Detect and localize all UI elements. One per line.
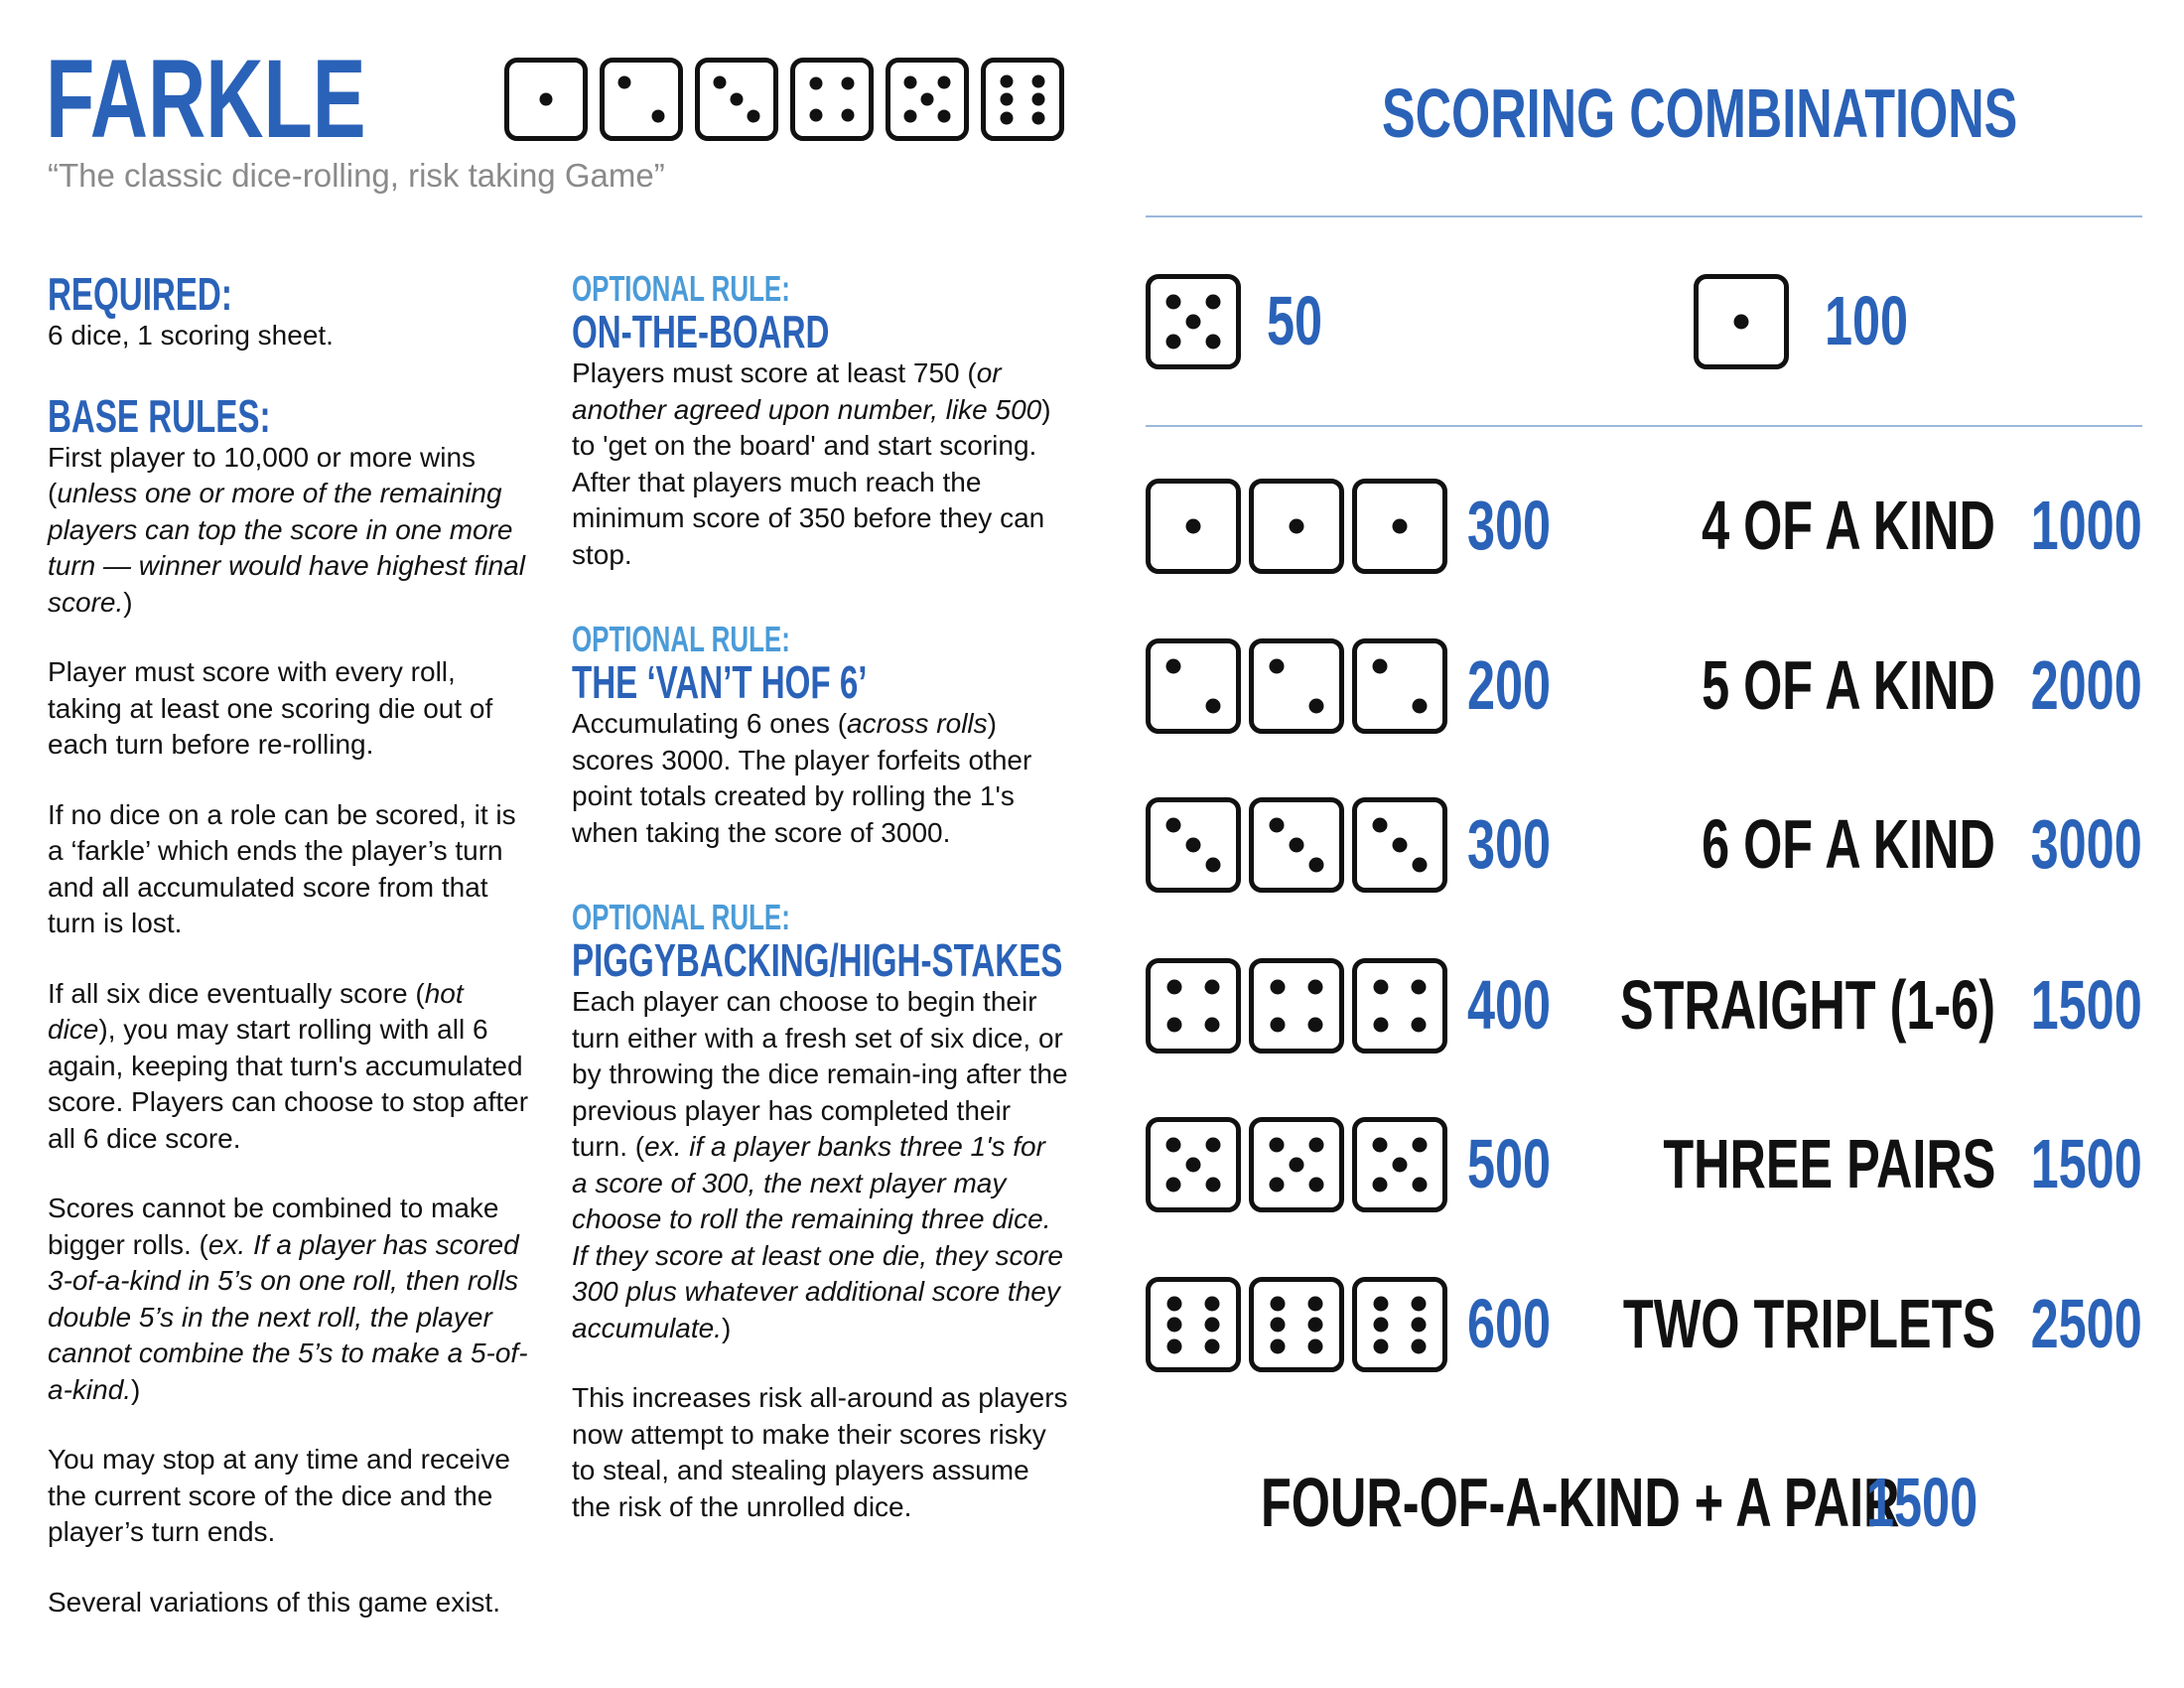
pip	[1393, 519, 1408, 534]
bottom-combo-points: 1500	[1866, 1464, 1979, 1541]
pip	[1308, 1177, 1323, 1192]
combo-points: 2000	[2030, 646, 2142, 724]
triple-points: 300	[1467, 805, 1552, 883]
triple-dice-4	[1146, 958, 1447, 1054]
die-face-6-icon	[981, 58, 1064, 141]
optional-rule-3-label: OPTIONAL RULE:	[572, 897, 790, 937]
pip	[903, 75, 916, 88]
pip	[1411, 1017, 1426, 1032]
pip	[540, 93, 553, 106]
pip	[1204, 1338, 1219, 1353]
pip	[1393, 1158, 1408, 1173]
combo-label: TWO TRIPLETS	[1622, 1285, 1995, 1362]
optional-rule-3-text: Each player can choose to begin their turn either with a fresh set of six dice, or by throwing the dice remain-ing after the previous player has completed their turn. (ex. if a player banks three 1's for a score of 300, the next player may choose to roll the remaining three dice. If they score at least one die, they score 300 plus whatever additional score they accumulate.)	[572, 986, 1068, 1343]
pip	[1270, 659, 1285, 674]
pip	[842, 109, 855, 122]
pip	[1411, 1296, 1426, 1311]
pip	[1290, 519, 1304, 534]
pip	[1166, 659, 1181, 674]
pip	[1204, 980, 1219, 995]
die-face-1-icon	[504, 58, 588, 141]
base-rule-2: Player must score with every roll, taking at least one scoring die out of each turn before re-rolling.	[48, 656, 493, 760]
pip	[1271, 1338, 1286, 1353]
die-face-3-icon	[695, 58, 778, 141]
pip	[1412, 698, 1427, 713]
header-dice-strip	[504, 58, 1064, 141]
triple-points: 500	[1467, 1125, 1552, 1202]
pip	[1186, 1158, 1201, 1173]
pip	[1393, 838, 1408, 853]
die-face-3-icon	[1249, 797, 1344, 893]
pip	[1270, 818, 1285, 833]
optional-rule-3-followup: This increases risk all-around as players now attempt to make their scores risky to steal, and stealing players assume the risk of the unrolled dice.	[572, 1382, 1068, 1522]
pip	[1032, 74, 1045, 87]
pip	[1373, 659, 1388, 674]
pip	[1166, 1138, 1181, 1153]
pip	[713, 75, 726, 88]
pip	[1411, 980, 1426, 995]
die-face-3-icon	[1352, 797, 1447, 893]
die-face-1-icon	[1249, 479, 1344, 574]
die-face-4-icon	[790, 58, 874, 141]
pip	[1186, 519, 1201, 534]
optional-rule-1-title: ON-THE-BOARD	[572, 306, 830, 357]
pip	[1000, 74, 1013, 87]
die-face-5-icon	[1352, 1117, 1447, 1212]
die-face-5-icon	[1146, 1117, 1241, 1212]
pip	[1374, 1318, 1389, 1333]
combo-label: STRAIGHT (1-6)	[1620, 966, 1995, 1044]
required-heading: REQUIRED:	[48, 268, 232, 320]
pip	[809, 109, 822, 122]
pip	[1205, 698, 1220, 713]
combo-points: 3000	[2030, 805, 2142, 883]
triple-points: 300	[1467, 487, 1552, 564]
pip	[809, 76, 822, 89]
die-face-4-icon	[1352, 958, 1447, 1054]
die-face-2-icon	[1249, 638, 1344, 734]
pip	[1412, 857, 1427, 872]
pip	[1290, 838, 1304, 853]
page-subtitle: “The classic dice-rolling, risk taking Game”	[48, 157, 665, 194]
die-face-5-icon	[1249, 1117, 1344, 1212]
pip	[1000, 93, 1013, 106]
pip	[1308, 857, 1323, 872]
pip	[1032, 111, 1045, 124]
pip	[1271, 1318, 1286, 1333]
pip	[748, 110, 760, 123]
single-five-points: 50	[1267, 282, 1323, 359]
pip	[1205, 857, 1220, 872]
optional-rule-1-label: OPTIONAL RULE:	[572, 268, 790, 309]
triple-dice-1	[1146, 479, 1447, 574]
pip	[1205, 1138, 1220, 1153]
pip	[1167, 980, 1182, 995]
pip	[1308, 1138, 1323, 1153]
pip	[1374, 980, 1389, 995]
pip	[1186, 315, 1201, 330]
rules-column-left	[48, 270, 534, 1620]
die-face-4-icon	[1146, 958, 1241, 1054]
die-face-2-icon	[1352, 638, 1447, 734]
combo-label: 4 OF A KIND	[1702, 487, 1995, 564]
pip	[1271, 1017, 1286, 1032]
combo-label: 5 OF A KIND	[1702, 646, 1995, 724]
die-face-6-icon	[1146, 1277, 1241, 1372]
pip	[731, 93, 744, 106]
base-rule-3: If no dice on a role can be scored, it is a ‘farkle’ which ends the player’s turn and all accumulated score from that turn is lost.	[48, 798, 516, 938]
pip	[1373, 818, 1388, 833]
base-rule-1: First player to 10,000 or more wins (unless one or more of the remaining players can top the score in one more turn — winner would have highest final score.)	[48, 441, 525, 618]
page-title: FARKLE	[46, 37, 366, 161]
optional-rule-2-title: THE ‘VAN’T HOF 6’	[572, 656, 868, 708]
combo-points: 1000	[2030, 487, 2142, 564]
pip	[1166, 1177, 1181, 1192]
triple-points: 400	[1467, 966, 1552, 1044]
single-one-die-icon	[1694, 274, 1789, 369]
pip	[1734, 315, 1749, 330]
die-face-3-icon	[1146, 797, 1241, 893]
divider-top	[1146, 215, 2142, 217]
pip	[1307, 1338, 1322, 1353]
pip	[1374, 1338, 1389, 1353]
pip	[1307, 1296, 1322, 1311]
required-text: 6 dice, 1 scoring sheet.	[48, 320, 334, 351]
die-face-2-icon	[600, 58, 683, 141]
pip	[1167, 1338, 1182, 1353]
pip	[1166, 334, 1181, 349]
triple-dice-3	[1146, 797, 1447, 893]
triple-dice-5	[1146, 1117, 1447, 1212]
pip	[1204, 1296, 1219, 1311]
scoring-title: SCORING COMBINATIONS	[1382, 74, 2018, 152]
base-rule-5: Scores cannot be combined to make bigger rolls. (ex. If a player has scored 3-of-a-kind in 5’s on one roll, then rolls double 5’s in the next roll, the player cannot combine the 5’s to make a 5-of-a-kind.)	[48, 1193, 528, 1405]
optional-rule-2-label: OPTIONAL RULE:	[572, 619, 790, 659]
pip	[921, 93, 934, 106]
combo-points: 1500	[2030, 1125, 2142, 1202]
triple-points: 200	[1467, 646, 1552, 724]
base-rule-7: Several variations of this game exist.	[48, 1586, 500, 1618]
pip	[1204, 1318, 1219, 1333]
optional-rule-1-text: Players must score at least 750 (or another agreed upon number, like 500) to 'get on the board' and start scoring. After that players much reach the minimum score of 350 before they can stop.	[572, 357, 1051, 570]
triple-dice-2	[1146, 638, 1447, 734]
rules-column-optional	[572, 270, 1068, 1525]
base-rule-6: You may stop at any time and receive the current score of the dice and the player’s turn ends.	[48, 1444, 510, 1547]
pip	[1308, 698, 1323, 713]
pip	[1271, 1296, 1286, 1311]
pip	[1000, 111, 1013, 124]
divider-middle	[1146, 425, 2142, 427]
pip	[652, 110, 665, 123]
pip	[938, 110, 951, 123]
pip	[1270, 1138, 1285, 1153]
die-face-4-icon	[1249, 958, 1344, 1054]
combo-label: THREE PAIRS	[1662, 1125, 1995, 1202]
bottom-combo-label: FOUR-OF-A-KIND + A PAIR	[1261, 1464, 1900, 1541]
die-face-6-icon	[1249, 1277, 1344, 1372]
pip	[1411, 1338, 1426, 1353]
combo-points: 2500	[2030, 1285, 2142, 1362]
die-face-1-icon	[1146, 479, 1241, 574]
single-one-points: 100	[1825, 282, 1909, 359]
optional-rule-2-text: Accumulating 6 ones (across rolls) scores 3000. The player forfeits other point totals created by rolling the 1's when taking the score of 3000.	[572, 708, 1032, 848]
pip	[1307, 1318, 1322, 1333]
pip	[617, 75, 630, 88]
die-face-6-icon	[1352, 1277, 1447, 1372]
triple-dice-6	[1146, 1277, 1447, 1372]
pip	[1374, 1017, 1389, 1032]
combo-points: 1500	[2030, 966, 2142, 1044]
pip	[1205, 295, 1220, 310]
pip	[1290, 1158, 1304, 1173]
pip	[1412, 1177, 1427, 1192]
pip	[1167, 1318, 1182, 1333]
pip	[1270, 1177, 1285, 1192]
pip	[1373, 1138, 1388, 1153]
pip	[1411, 1318, 1426, 1333]
pip	[1166, 818, 1181, 833]
pip	[1204, 1017, 1219, 1032]
pip	[1166, 295, 1181, 310]
pip	[1412, 1138, 1427, 1153]
pip	[842, 76, 855, 89]
die-face-2-icon	[1146, 638, 1241, 734]
pip	[1205, 1177, 1220, 1192]
pip	[1167, 1296, 1182, 1311]
pip	[1373, 1177, 1388, 1192]
pip	[1032, 93, 1045, 106]
pip	[938, 75, 951, 88]
pip	[903, 110, 916, 123]
pip	[1205, 334, 1220, 349]
pip	[1186, 838, 1201, 853]
pip	[1307, 1017, 1322, 1032]
base-rule-4: If all six dice eventually score (hot dice), you may start rolling with all 6 again, keeping that turn's accumulated score. Players can choose to stop after all 6 dice score.	[48, 977, 529, 1154]
die-face-5-icon	[886, 58, 969, 141]
pip	[1374, 1296, 1389, 1311]
base-rules-heading: BASE RULES:	[48, 389, 271, 442]
optional-rule-3-title: PIGGYBACKING/HIGH-STAKES	[572, 934, 1063, 986]
single-five-die-icon	[1146, 274, 1241, 369]
pip	[1167, 1017, 1182, 1032]
combo-label: 6 OF A KIND	[1702, 805, 1995, 883]
triple-points: 600	[1467, 1285, 1552, 1362]
pip	[1307, 980, 1322, 995]
pip	[1271, 980, 1286, 995]
die-face-1-icon	[1352, 479, 1447, 574]
